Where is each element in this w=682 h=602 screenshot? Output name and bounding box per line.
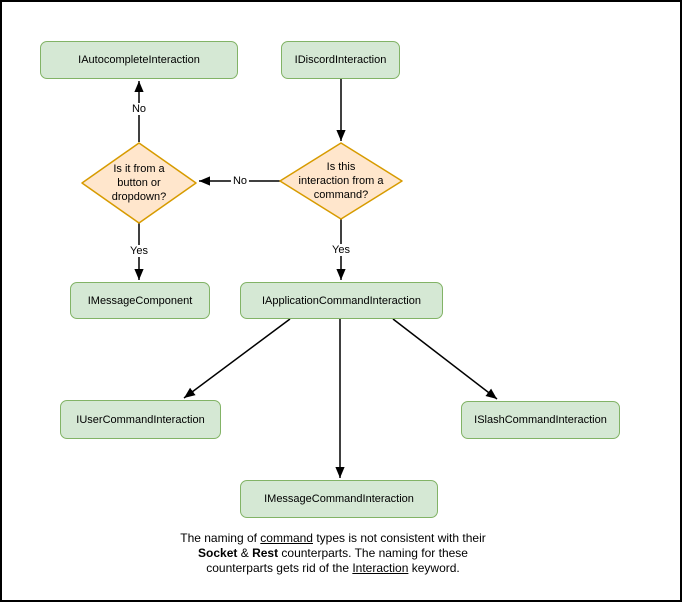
arrow-application-command-to-user-command [184, 319, 290, 398]
edge-label-yes-left: Yes [130, 245, 148, 257]
note-line-3: counterparts gets rid of the Interaction keyword. [206, 561, 460, 575]
node-label: IDiscordInteraction [294, 54, 387, 66]
decision-from-command-label: Is this interaction from a command? [298, 161, 384, 201]
edge-label-yes-right: Yes [332, 244, 350, 256]
node-label: IMessageComponent [87, 294, 193, 307]
node-application-command-interaction [240, 282, 443, 319]
node-label: ISlashCommandInteraction [474, 414, 607, 426]
node-label: IMessageCommandInteraction [264, 493, 414, 505]
node-discord-interaction [281, 41, 400, 79]
node-label: IAutocompleteInteraction [78, 54, 200, 66]
arrow-application-command-to-slash-command [393, 319, 497, 399]
decision-button-dropdown-label: Is it from a button or dropdown? [111, 163, 167, 203]
node-user-command-interaction [60, 400, 221, 439]
note-line-1: The naming of command types is not consistent with their [180, 531, 486, 545]
node-label: IApplicationCommandInteraction [262, 294, 421, 307]
node-autocomplete-interaction [40, 41, 238, 79]
node-label: IUserCommandInteraction [76, 413, 205, 426]
node-message-command-interaction [240, 480, 438, 518]
note-text [133, 531, 533, 576]
node-message-component [70, 282, 210, 319]
edge-label-no-top: No [131, 103, 147, 115]
note-line-2: Socket & Rest counterparts. The naming for these [198, 546, 468, 560]
edge-label-no-middle: No [232, 175, 248, 187]
node-slash-command-interaction [461, 401, 620, 439]
